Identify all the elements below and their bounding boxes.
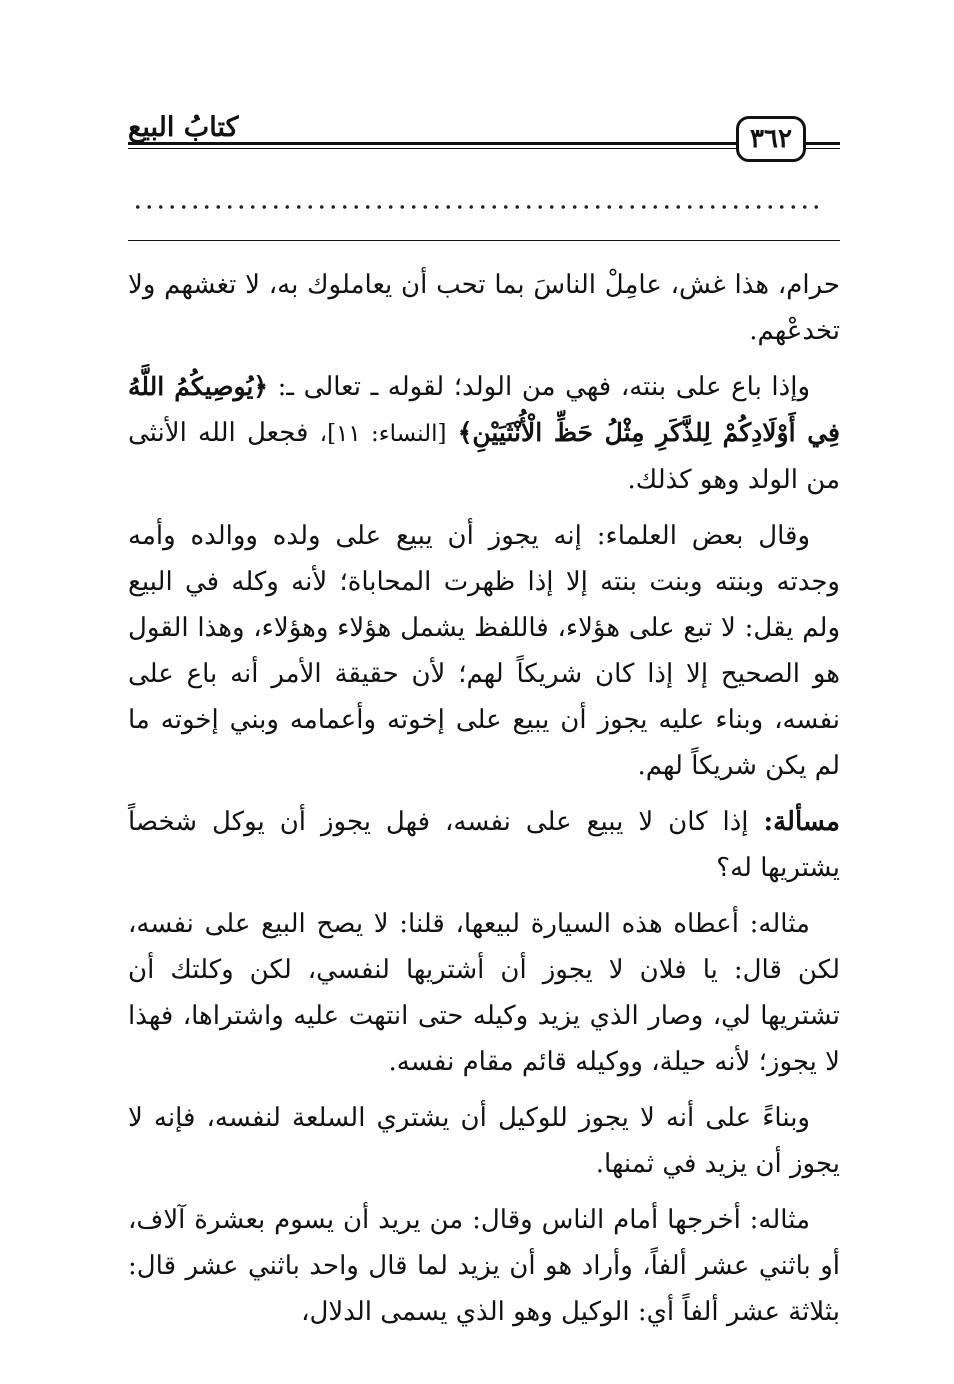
paragraph: وبناءً على أنه لا يجوز للوكيل أن يشتري السلعة لنفسه، فإنه لا يجوز أن يزيد في ثمنها. (128, 1103, 840, 1179)
issue-text: إذا كان لا يبيع على نفسه، فهل يجوز أن يوكل شخصاً يشتريها له؟ (128, 807, 840, 883)
verse-intro: وإذا باع على بنته، فهي من الولد؛ لقوله ـ تعالى ـ: (277, 372, 811, 402)
paragraph: مثاله: أخرجها أمام الناس وقال: من يريد أن يسوم بعشرة آلاف، أو باثني عشر ألفاً، وأراد هو أن يزيد لما قال واحد باثني عشر قال: بثلاثة عشر ألفاً أي: الوكيل وهو الذي يسمى الدلال، (128, 1205, 840, 1327)
verse-reference: [النساء: ١١]، (319, 421, 447, 447)
page-number (736, 116, 806, 162)
paragraph: حرام، هذا غش، عامِلْ الناسَ بما تحب أن يعاملوك به، لا تغشهم ولا تخدعْهم. (128, 270, 840, 346)
verse-conclusion: فجعل الله الأنثى من الولد وهو كذلك. (128, 418, 840, 495)
paragraph: وقال بعض العلماء: إنه يجوز أن يبيع على ولده ووالده وأمه وجدته وبنته وبنت بنته إلا إذا ظهرت المحاباة؛ لأنه وكله في البيع ولم يقل: لا تبع على هؤلاء، فاللفظ يشمل هؤلاء وهؤلاء، وهذا القول هو الصحيح إلا إذا كان شريكاً لهم؛ لأن حقيقة الأمر أنه باع على نفسه، وبناء عليه يجوز أن يبيع على إخوته وأعمامه وبني إخوته ما لم يكن شريكاً لهم. (128, 521, 840, 781)
main-text (128, 262, 840, 1345)
header-rule (128, 142, 738, 145)
quran-verse: ﴿يُوصِيكُمُ اللَّهُ فِي أَوْلَادِكُمْ لِلذَّكَرِ مِثْلُ حَظِّ الْأُنْثَيَيْنِ﴾ (128, 372, 841, 447)
issue-paragraph (128, 799, 840, 891)
text-divider (128, 240, 840, 241)
dotted-separator (132, 196, 822, 216)
paragraph: مثاله: أعطاه هذه السيارة لبيعها، قلنا: لا يصح البيع على نفسه، لكن قال: يا فلان لا يجوز أن أشتريها لنفسي، لكن وكلتك أن تشتريها لي، وصار الذي يزيد وكيله حتى انتهت عليه واشتراها، فهذا لا يجوز؛ لأنه حيلة، ووكيله قائم مقام نفسه. (128, 909, 840, 1077)
paragraph-with-verse (128, 364, 840, 503)
book-title: كتابُ البيع (128, 112, 239, 143)
header-rule (128, 148, 738, 149)
issue-label: مسألة: (763, 807, 840, 837)
page-number-label: ٣٦٢ (750, 124, 792, 154)
